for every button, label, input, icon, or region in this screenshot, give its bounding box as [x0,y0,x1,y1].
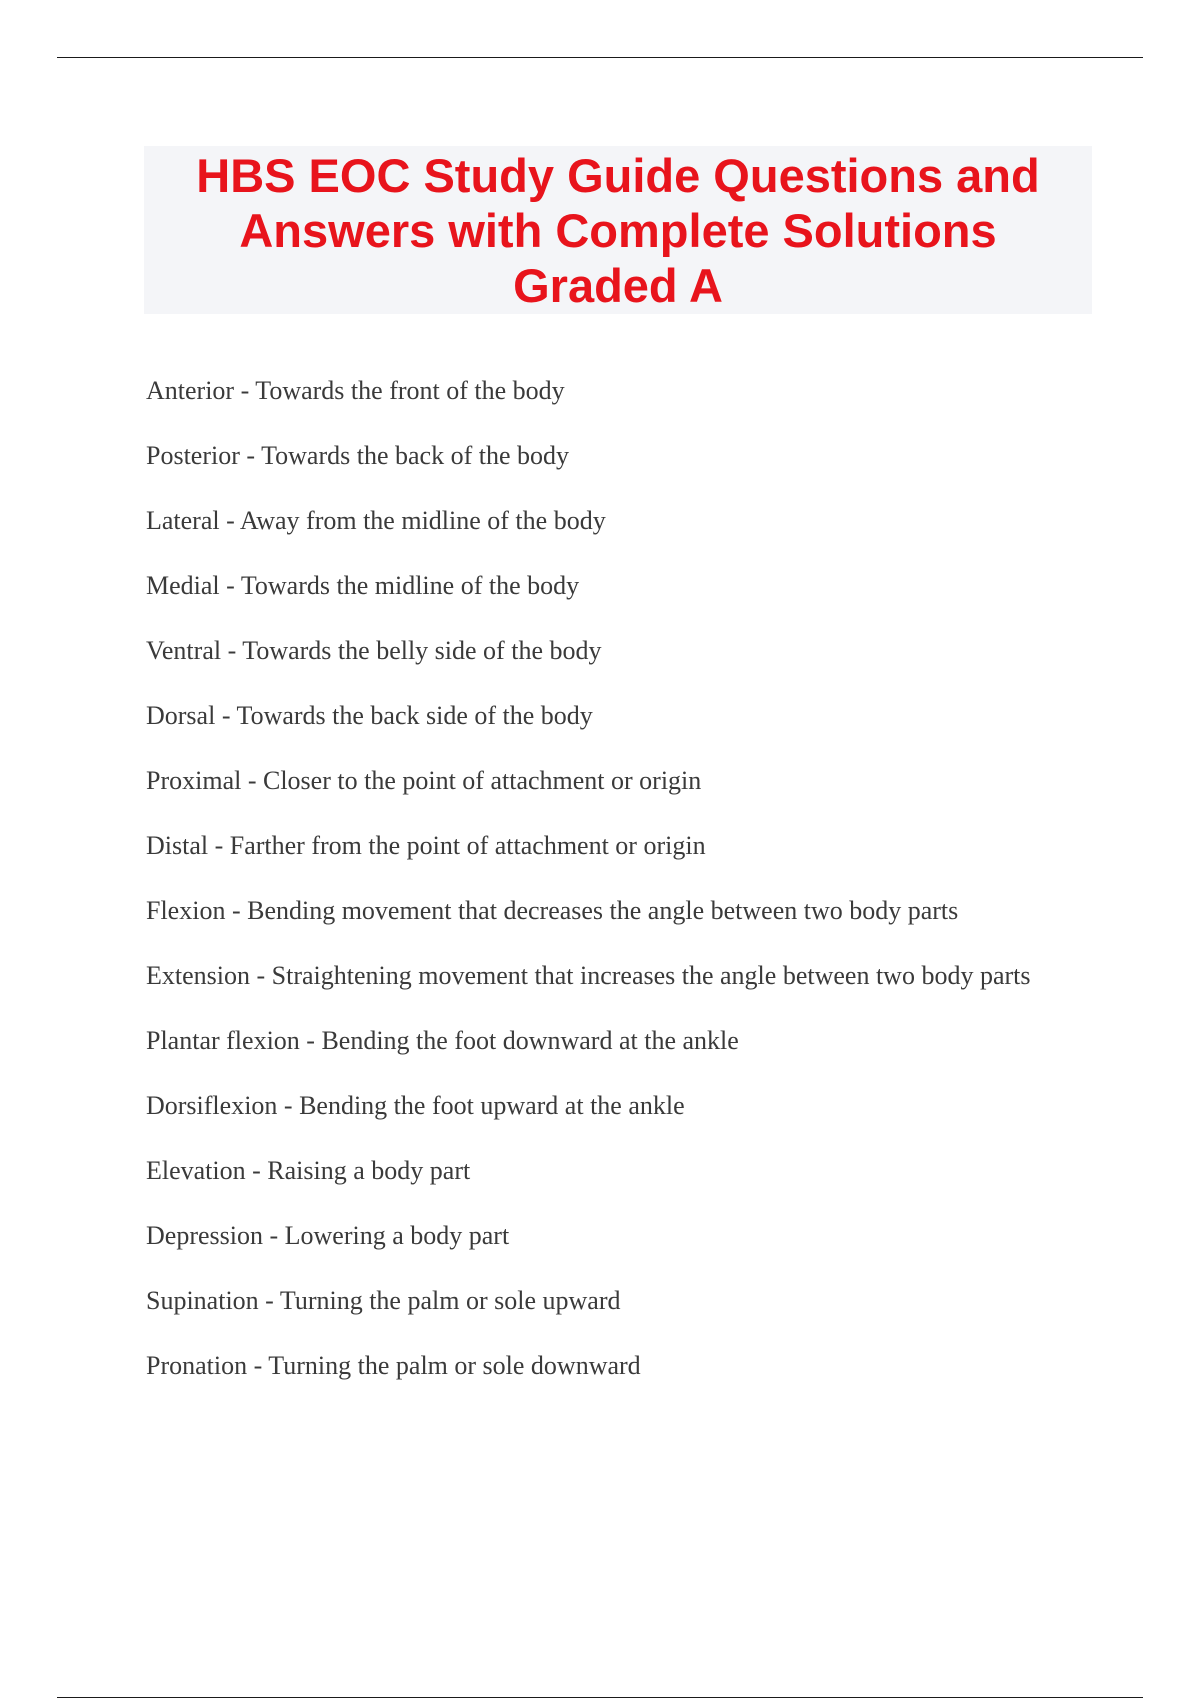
term-proximal: Proximal - Closer to the point of attachment or origin [146,766,702,795]
term-depression: Depression - Lowering a body part [146,1221,510,1250]
title-line-2: Answers with Complete Solutions [239,203,997,257]
term-extension: Extension - Straightening movement that increases the angle between two body parts [146,961,1031,990]
term-dorsiflexion: Dorsiflexion - Bending the foot upward at the ankle [146,1091,685,1120]
terms-list [146,374,1066,1414]
term-distal: Distal - Farther from the point of attachment or origin [146,831,706,860]
term-medial: Medial - Towards the midline of the body [146,571,580,600]
title-line-1: HBS EOC Study Guide Questions and [196,148,1040,202]
term-plantar-flexion: Plantar flexion - Bending the foot downward at the ankle [146,1026,739,1055]
term-pronation: Pronation - Turning the palm or sole downward [146,1351,641,1380]
top-rule [57,57,1143,58]
term-anterior: Anterior - Towards the front of the body [146,376,565,405]
term-elevation: Elevation - Raising a body part [146,1156,471,1185]
document-title [144,148,1092,313]
bottom-rule [57,1697,1143,1698]
title-banner [144,146,1092,314]
term-ventral: Ventral - Towards the belly side of the body [146,636,602,665]
term-posterior: Posterior - Towards the back of the body [146,441,569,470]
term-lateral: Lateral - Away from the midline of the body [146,506,606,535]
term-dorsal: Dorsal - Towards the back side of the body [146,701,593,730]
term-flexion: Flexion - Bending movement that decreases the angle between two body parts [146,896,959,925]
title-line-3: Graded A [513,258,723,312]
term-supination: Supination - Turning the palm or sole upward [146,1286,621,1315]
